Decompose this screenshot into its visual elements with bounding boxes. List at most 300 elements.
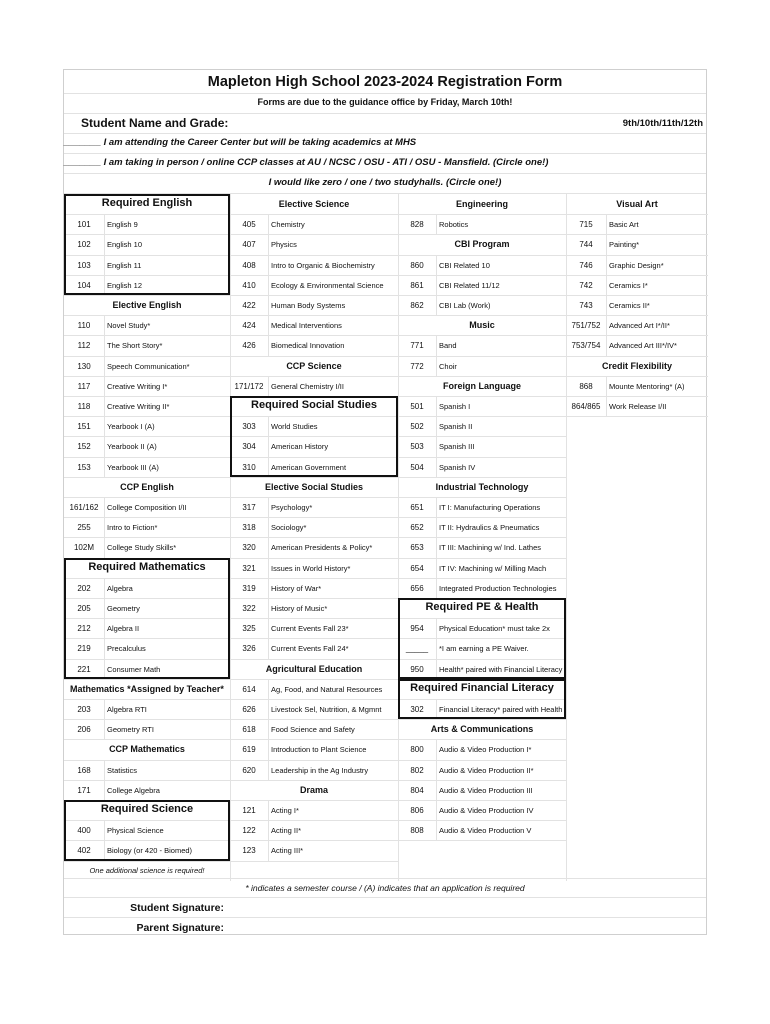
row-divider [398, 537, 566, 538]
course-code: 828 [410, 220, 424, 230]
course-code: 123 [242, 846, 256, 856]
course-code: 205 [77, 604, 91, 613]
course-name: Algebra II [107, 624, 140, 634]
required-financial-box [398, 679, 566, 719]
row-divider [230, 497, 398, 498]
course-code: 802 [410, 765, 424, 775]
row-divider [398, 739, 566, 740]
row-divider [230, 739, 398, 740]
row-divider [230, 800, 398, 801]
cell-divider [104, 517, 105, 537]
student-signature-label: Student Signature: [130, 902, 224, 914]
course-code: 168 [77, 765, 91, 775]
course-name: Spanish III [439, 442, 475, 452]
course-name: Work Release I/II [609, 402, 667, 411]
course-name: College Algebra [107, 785, 160, 795]
course-code: 310 [242, 462, 256, 472]
cell-divider [436, 800, 437, 820]
course-name: Geometry [107, 604, 140, 613]
cell-divider [104, 457, 105, 477]
course-name: Livestock Sel, Nutrition, & Mgmnt [271, 705, 382, 714]
cell-divider [268, 558, 269, 578]
course-code: 504 [410, 462, 424, 472]
section-header-arts-communications: Arts & Communications [430, 724, 534, 735]
course-name: Ceramics I* [609, 280, 648, 290]
course-code: 619 [242, 745, 256, 755]
cell-divider [268, 719, 269, 739]
row-divider [64, 335, 230, 336]
cell-divider [436, 457, 437, 477]
course-code: 950 [410, 664, 424, 674]
ccp-blank[interactable]: _______ [64, 157, 101, 168]
section-header-mathematics-assigned-by-teacher: Mathematics *Assigned by Teacher* [70, 683, 224, 694]
cell-divider [104, 780, 105, 800]
section-header-required-social-studies: Required Social Studies [251, 399, 377, 411]
row-divider [398, 780, 566, 781]
course-name: The Short Story* [107, 341, 163, 351]
cell-divider [606, 376, 607, 396]
row-divider [566, 255, 708, 256]
row-divider [398, 376, 566, 377]
cell-divider [268, 840, 269, 860]
course-name: Mounte Mentoring* (A) [609, 381, 685, 391]
studyhall-line: I would like zero / one / two studyhalls. (Circle one!) [268, 177, 502, 188]
row-divider [230, 719, 398, 720]
career-row [64, 134, 706, 154]
course-code: 502 [410, 422, 424, 432]
course-code: 652 [410, 523, 424, 533]
course-code: 110 [77, 321, 91, 331]
cell-divider [104, 497, 105, 517]
row-divider [566, 315, 708, 316]
row-divider [398, 840, 566, 841]
course-code: 408 [242, 260, 256, 270]
course-code: 868 [579, 381, 593, 391]
section-header-required-english: Required English [101, 197, 193, 209]
course-name: Intro to Organic & Biochemistry [271, 260, 375, 270]
row-divider [398, 517, 566, 518]
row-divider [398, 760, 566, 761]
course-code: 407 [242, 240, 256, 250]
course-name: Current Events Fall 23* [271, 624, 349, 634]
course-name: IT II: Hydraulics & Pneumatics [439, 523, 540, 533]
course-code: 654 [410, 563, 424, 573]
course-name: Acting I* [271, 806, 299, 815]
course-name: Algebra [107, 583, 133, 593]
course-code: 422 [242, 301, 256, 310]
course-code: 121 [242, 806, 256, 815]
section-header-music: Music [469, 320, 495, 331]
course-name: Intro to Fiction* [107, 523, 158, 533]
career-blank[interactable]: _______ [64, 137, 101, 148]
course-code: 112 [77, 341, 91, 351]
course-code: 501 [410, 402, 424, 411]
row-divider [230, 820, 398, 821]
cell-divider [268, 335, 269, 355]
cell-divider [606, 335, 607, 355]
course-code: 614 [242, 684, 256, 694]
course-code: 319 [242, 583, 256, 593]
cell-divider [436, 820, 437, 840]
section-header-elective-social-studies: Elective Social Studies [264, 481, 364, 492]
course-code: 400 [77, 826, 91, 836]
course-name: Advanced Art I*/II* [609, 321, 670, 331]
row-divider [64, 477, 230, 478]
name-row [64, 114, 706, 134]
cell-divider [436, 578, 437, 598]
course-code: 153 [77, 462, 91, 472]
row-divider [64, 699, 230, 700]
course-name: Physical Education* must take 2x [439, 624, 550, 634]
studyhall-row [64, 174, 706, 194]
course-name: Band [439, 341, 457, 351]
row-divider [398, 315, 566, 316]
section-header-credit-flexibility: Credit Flexibility [601, 360, 672, 371]
section-header-foreign-language: Foreign Language [442, 380, 521, 391]
course-name: Biomedical Innovation [271, 341, 345, 351]
course-code: 771 [410, 341, 424, 351]
course-name: English 12 [107, 280, 143, 290]
course-code: 104 [77, 280, 91, 290]
row-divider [230, 234, 398, 235]
section-header-required-financial-literacy: Required Financial Literacy [410, 681, 554, 694]
row-divider [398, 335, 566, 336]
course-name: Psychology* [271, 503, 313, 512]
cell-divider [104, 416, 105, 436]
course-name: Ag, Food, and Natural Resources [271, 684, 383, 694]
cell-divider [268, 517, 269, 537]
course-name: Health* paired with Financial Literacy [439, 664, 563, 674]
cell-divider [104, 719, 105, 739]
cell-divider [436, 497, 437, 517]
course-code: 753/754 [571, 341, 601, 351]
course-name: Sociology* [271, 523, 307, 533]
row-divider [566, 275, 708, 276]
course-name: Audio & Video Production IV [439, 806, 534, 815]
section-header-cbi-program: CBI Program [454, 239, 510, 250]
course-code: 326 [242, 644, 256, 654]
cell-divider [268, 214, 269, 234]
cell-divider [268, 578, 269, 598]
course-code: 320 [242, 543, 256, 553]
course-code: 954 [410, 624, 424, 634]
course-code: 656 [410, 583, 424, 593]
cell-divider [268, 598, 269, 618]
cell-divider [436, 295, 437, 315]
row-divider [398, 719, 566, 720]
course-name: Spanish II [439, 422, 473, 432]
row-divider [566, 295, 708, 296]
cell-divider [268, 739, 269, 759]
course-code: 746 [579, 260, 593, 270]
course-code: 743 [579, 301, 593, 310]
course-name: Algebra RTI [107, 705, 147, 714]
course-name: Audio & Video Production I* [439, 745, 532, 755]
cell-divider [436, 739, 437, 759]
course-name: Acting III* [271, 846, 304, 856]
cell-divider [268, 255, 269, 275]
legend-note: * indicates a semester course / (A) indicates that an application is required [245, 883, 525, 893]
course-name: Creative Writing I* [107, 381, 168, 391]
cell-divider [436, 558, 437, 578]
row-divider [230, 477, 398, 478]
cell-divider [436, 760, 437, 780]
parent-signature-label: Parent Signature: [136, 922, 224, 934]
course-name: Spanish IV [439, 462, 476, 472]
course-name: Basic Art [609, 220, 639, 230]
column-divider [398, 194, 399, 881]
course-name: Integrated Production Technologies [439, 583, 557, 593]
row-divider [398, 275, 566, 276]
row-divider [64, 537, 230, 538]
course-code: 152 [77, 442, 91, 452]
registration-form [63, 69, 707, 935]
course-code: 620 [242, 765, 256, 775]
course-name: College Study Skills* [107, 543, 177, 553]
row-divider [230, 699, 398, 700]
course-name: CBI Related 11/12 [439, 280, 500, 290]
row-divider [230, 578, 398, 579]
row-divider [398, 497, 566, 498]
cell-divider [606, 255, 607, 275]
course-name: American Presidents & Policy* [271, 543, 373, 553]
course-code: 862 [410, 301, 424, 310]
course-code: 618 [242, 725, 256, 735]
row-divider [230, 679, 398, 680]
cell-divider [104, 376, 105, 396]
cell-divider [436, 335, 437, 355]
course-name: Choir [439, 361, 457, 371]
row-divider [230, 780, 398, 781]
section-header-ccp-science: CCP Science [286, 360, 342, 371]
course-code: 151 [77, 422, 91, 432]
row-divider [64, 760, 230, 761]
course-name: Statistics [107, 765, 138, 775]
cell-divider [606, 295, 607, 315]
parent-signature-field[interactable] [64, 918, 706, 936]
row-divider [566, 396, 708, 397]
row-divider [230, 275, 398, 276]
row-divider [64, 497, 230, 498]
course-code: 302 [410, 705, 424, 714]
course-code: 653 [410, 543, 424, 553]
course-code: 102 [77, 240, 91, 250]
row-divider [230, 335, 398, 336]
course-name: Audio & Video Production II* [439, 765, 534, 775]
course-code: 424 [242, 321, 256, 331]
row-divider [230, 558, 398, 559]
required-english-box [64, 194, 230, 295]
student-signature-field[interactable] [64, 898, 706, 918]
course-code: 317 [242, 503, 256, 512]
cell-divider [268, 275, 269, 295]
cell-divider [104, 760, 105, 780]
course-name: IT IV: Machining w/ Milling Mach [439, 563, 547, 573]
row-divider [230, 517, 398, 518]
cell-divider [268, 295, 269, 315]
course-name: English 11 [107, 260, 142, 270]
row-divider [398, 436, 566, 437]
required-pe-box [398, 598, 566, 679]
course-name: Creative Writing II* [107, 402, 170, 411]
course-name: College Composition I/II [107, 503, 187, 512]
course-code: 122 [242, 826, 256, 836]
course-code: 203 [77, 705, 91, 714]
cell-divider [436, 396, 437, 416]
course-name: Spanish I [439, 402, 471, 411]
row-divider [398, 477, 566, 478]
ccp-row [64, 154, 706, 174]
course-name: Yearbook III (A) [107, 462, 159, 472]
course-name: General Chemistry I/II [271, 381, 344, 391]
course-code: 161/162 [69, 503, 99, 512]
course-name: Advanced Art III*/IV* [609, 341, 677, 351]
course-code: 130 [77, 361, 91, 371]
course-name: Yearbook I (A) [107, 422, 155, 432]
row-divider [398, 820, 566, 821]
cell-divider [268, 679, 269, 699]
row-divider [230, 214, 398, 215]
row-divider [230, 659, 398, 660]
cell-divider [104, 537, 105, 557]
course-name: Ecology & Environmental Science [271, 280, 384, 290]
required-science-box [64, 800, 230, 861]
row-divider [64, 356, 230, 357]
cell-divider [436, 356, 437, 376]
cell-divider [104, 356, 105, 376]
course-name: Ceramics II* [609, 301, 650, 310]
row-divider [230, 295, 398, 296]
cell-divider [268, 497, 269, 517]
course-code: 101 [77, 220, 91, 230]
course-code: 219 [77, 644, 91, 654]
row-divider [230, 255, 398, 256]
row-divider [64, 861, 230, 862]
row-divider [64, 457, 230, 458]
course-name: Biology (or 420 - Biomed) [107, 846, 193, 856]
row-divider [230, 537, 398, 538]
course-name: Physics [271, 240, 297, 250]
row-divider [230, 598, 398, 599]
course-code: 202 [77, 583, 91, 593]
row-divider [64, 295, 230, 296]
section-header-industrial-technology: Industrial Technology [435, 481, 529, 492]
course-name: IT I: Manufacturing Operations [439, 503, 541, 512]
row-divider [64, 416, 230, 417]
row-divider [398, 214, 566, 215]
section-header-ccp-mathematics: CCP Mathematics [109, 744, 185, 755]
cell-divider [436, 214, 437, 234]
course-code: 304 [242, 442, 256, 452]
course-code: 808 [410, 826, 424, 836]
cell-divider [436, 436, 437, 456]
student-name-label: Student Name and Grade: [81, 116, 229, 130]
course-name: Painting* [609, 240, 640, 250]
row-divider [398, 356, 566, 357]
course-code: 402 [77, 846, 91, 856]
section-header-elective-science: Elective Science [278, 199, 350, 209]
course-code: 212 [77, 624, 91, 634]
cell-divider [606, 396, 607, 416]
course-name: Financial Literacy* paired with Health [439, 705, 563, 714]
course-code: _____ [405, 644, 429, 654]
cell-divider [268, 820, 269, 840]
row-divider [64, 376, 230, 377]
course-code: 861 [410, 280, 424, 290]
cell-divider [104, 335, 105, 355]
cell-divider [436, 416, 437, 436]
cell-divider [436, 255, 437, 275]
due-row [64, 94, 706, 114]
section-header-elective-english: Elective English [112, 300, 182, 310]
section-header-required-pe-health: Required PE & Health [425, 601, 539, 613]
course-name: IT III: Machining w/ Ind. Lathes [439, 543, 541, 553]
course-name: Novel Study* [107, 321, 151, 331]
cell-divider [268, 699, 269, 719]
row-divider [230, 315, 398, 316]
section-header-agricultural-education: Agricultural Education [265, 663, 363, 674]
row-divider [566, 335, 708, 336]
course-name: English 9 [107, 220, 138, 230]
cell-divider [436, 517, 437, 537]
row-divider [64, 780, 230, 781]
course-code: 503 [410, 442, 424, 452]
row-divider [64, 679, 230, 680]
required-math-box [64, 558, 230, 679]
cell-divider [606, 234, 607, 254]
row-divider [230, 618, 398, 619]
row-divider [230, 840, 398, 841]
course-code: 102M [73, 543, 94, 553]
course-code: 171 [77, 785, 91, 795]
course-name: Speech Communication* [107, 361, 190, 371]
course-code: 117 [77, 381, 91, 391]
course-name: CBI Lab (Work) [439, 301, 491, 310]
course-code: 303 [242, 422, 256, 432]
cell-divider [606, 315, 607, 335]
course-code: 171/172 [234, 381, 264, 391]
career-text: I am attending the Career Center but will be taking academics at MHS [103, 137, 417, 148]
cell-divider [268, 537, 269, 557]
course-code: 221 [77, 664, 91, 674]
course-name: Precalculus [107, 644, 146, 654]
row-divider [566, 376, 708, 377]
row-divider [398, 558, 566, 559]
title-row [64, 70, 706, 94]
row-divider [398, 457, 566, 458]
science-note: One additional science is required! [89, 865, 205, 875]
course-name: Leadership in the Ag Industry [271, 765, 369, 775]
course-name: Chemistry [271, 220, 305, 230]
course-name: Medical Interventions [271, 321, 342, 331]
row-divider [230, 638, 398, 639]
course-name: Audio & Video Production V [439, 826, 532, 836]
course-name: Consumer Math [107, 664, 161, 674]
row-divider [64, 315, 230, 316]
course-code: 322 [242, 604, 256, 613]
row-divider [398, 234, 566, 235]
cell-divider [606, 275, 607, 295]
row-divider [566, 214, 708, 215]
cell-divider [268, 618, 269, 638]
course-code: 804 [410, 785, 424, 795]
course-code: 742 [579, 280, 593, 290]
course-code: 325 [242, 624, 256, 634]
section-header-required-mathematics: Required Mathematics [88, 560, 206, 573]
section-header-required-science: Required Science [100, 803, 194, 815]
column-divider [566, 194, 567, 881]
course-name: Geometry RTI [107, 725, 154, 735]
